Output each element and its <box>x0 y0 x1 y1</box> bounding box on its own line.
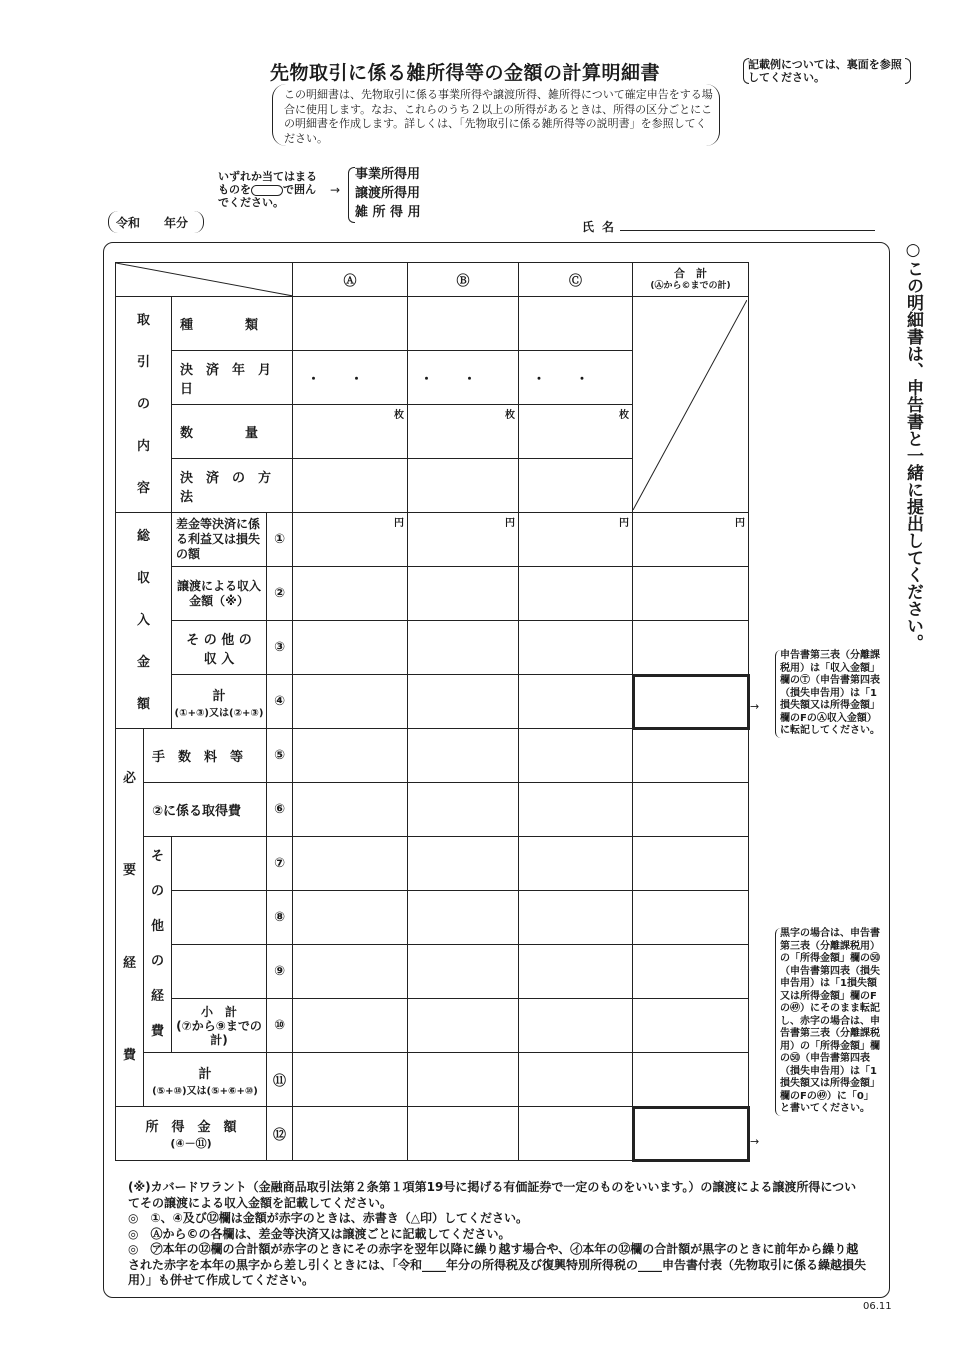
cell-kind-c[interactable] <box>519 297 633 351</box>
footer-note-4: ◎ ㋐本年の⑫欄の合計額が赤字のときにその赤字を翌年以降に繰り越す場合や、㋑本年の⑫欄の合計額が黒字のときに前年から繰り越された赤字を本年の黒字から差し引くときには、「令和____年分の所得税及び復興特別所得税の____申告書付表（先物取引に係る繰越損失用）」も併せて作成してください。 <box>128 1242 867 1287</box>
cell-7-item[interactable] <box>172 837 267 891</box>
arrow-icon: → <box>330 183 341 197</box>
choose-hint <box>218 170 318 209</box>
cell-10-b[interactable] <box>408 999 519 1053</box>
group-other-label <box>144 840 171 1050</box>
row-date-label <box>172 351 293 405</box>
cell-5-a[interactable] <box>293 729 408 783</box>
footer-notes <box>128 1180 868 1289</box>
choice-transfer[interactable]: 譲渡所得用 <box>355 186 421 201</box>
cell-1-total[interactable] <box>633 513 749 567</box>
group-label-char: 要 <box>122 863 136 879</box>
name-underline <box>620 230 875 231</box>
cell-6-b[interactable] <box>408 783 519 837</box>
cell-1-c[interactable] <box>519 513 633 567</box>
row-2-label <box>172 567 267 621</box>
cell-method-c[interactable] <box>519 459 633 513</box>
group-label-char: 取 <box>136 312 150 328</box>
cell-11-total[interactable] <box>633 1053 749 1107</box>
cell-kind-a[interactable] <box>293 297 408 351</box>
cell-6-c[interactable] <box>519 783 633 837</box>
group-expenses <box>116 729 144 1107</box>
cell-date-c[interactable]: ・・ <box>519 351 633 405</box>
row-12-text: 所 得 金 額 <box>145 1120 237 1135</box>
group-label-char: 金 <box>136 654 150 670</box>
footer-note-1: (※)カバードワラント（金融商品取引法第２条第１項第19号に掲げる有価証券で一定のものをいいます。）の譲渡による譲渡所得についてその譲渡による収入金額を記載してください。 <box>128 1180 857 1210</box>
row-10-num: ⑩ <box>267 999 293 1053</box>
cell-4-c[interactable] <box>519 675 633 729</box>
row-6-text: ②に係る取得費 <box>152 804 242 819</box>
cell-method-a[interactable] <box>293 459 408 513</box>
cell-7-a[interactable] <box>293 837 408 891</box>
group-label-char: 費 <box>122 1048 136 1064</box>
cell-8-item[interactable] <box>172 891 267 945</box>
unit-sheets: 枚 <box>505 410 515 421</box>
unit-yen: 円 <box>735 518 745 529</box>
row-2-num: ② <box>267 567 293 621</box>
row-4-num: ④ <box>267 675 293 729</box>
cell-date-a[interactable]: ・・ <box>293 351 408 405</box>
row-3-num: ③ <box>267 621 293 675</box>
cell-8-b[interactable] <box>408 891 519 945</box>
group-label-char: 必 <box>122 770 136 786</box>
row-12-label <box>116 1107 267 1161</box>
cell-7-total[interactable] <box>633 837 749 891</box>
cell-1-a[interactable] <box>293 513 408 567</box>
cell-qty-c[interactable] <box>519 405 633 459</box>
group-revenue-label <box>116 516 171 726</box>
description: この明細書は、先物取引に係る事業所得や譲渡所得、雑所得について確定申告をする場合に使用します。なお、これらのうち２以上の所得があるときは、所得の区分ごとにこの明細書を作成します。詳しくは、「先物取引に係る雑所得等の説明書」を参照してください。 <box>284 88 713 145</box>
cell-4-b[interactable] <box>408 675 519 729</box>
cell-6-a[interactable] <box>293 783 408 837</box>
cell-9-a[interactable] <box>293 945 408 999</box>
header-corner <box>116 263 293 297</box>
group-label-char: 引 <box>136 354 150 370</box>
row-5-num: ⑤ <box>267 729 293 783</box>
group-revenue <box>116 513 172 729</box>
row-method-label <box>172 459 293 513</box>
cell-10-a[interactable] <box>293 999 408 1053</box>
cell-2-a[interactable] <box>293 567 408 621</box>
cell-4-total[interactable] <box>633 675 749 729</box>
cell-12-b[interactable] <box>408 1107 519 1161</box>
row-kind-label <box>172 297 293 351</box>
choices-bracket <box>348 167 355 223</box>
row-10-sub: (⑦から⑨までの計) <box>176 1018 262 1047</box>
row-2-text: 譲渡による収入金額（※） <box>176 578 261 608</box>
cell-10-total[interactable] <box>633 999 749 1053</box>
cell-10-c[interactable] <box>519 999 633 1053</box>
cell-2-total[interactable] <box>633 567 749 621</box>
unit-yen: 円 <box>505 518 515 529</box>
col-header-b: Ⓑ <box>408 263 519 297</box>
row-method-text: 決 済 の 方 法 <box>180 470 285 505</box>
choose-hint-text-1: いずれか当てはまるものを <box>218 170 317 196</box>
footer-note-3: ◎ Ⓐから©の各欄は、差金等決済又は譲渡ごとに記載してください。 <box>128 1226 511 1241</box>
cell-qty-a[interactable] <box>293 405 408 459</box>
col-header-a: Ⓐ <box>293 263 408 297</box>
col-header-c: Ⓒ <box>519 263 633 297</box>
cell-2-c[interactable] <box>519 567 633 621</box>
group-label-char: の <box>150 884 164 899</box>
income-type-choices <box>355 165 421 222</box>
row-11-label <box>144 1053 267 1107</box>
col-header-total <box>633 263 749 297</box>
row-qty-text: 数 量 <box>180 426 259 441</box>
page-title: 先物取引に係る雑所得等の金額の計算明細書 <box>270 62 661 84</box>
cell-7-b[interactable] <box>408 837 519 891</box>
group-label-char: 費 <box>150 1024 164 1039</box>
year-label: 令和 年分 <box>116 216 189 230</box>
cell-6-total[interactable] <box>633 783 749 837</box>
note-right-1: 申告書第三表（分離課税用）は「収入金額」欄のⓉ（申告書第四表（損失申告用）は「1損失額又は所得金額」欄のFのⒶ収入金額）に転記してください。 <box>775 650 883 738</box>
row-5-text: 手 数 料 等 <box>152 750 244 765</box>
cell-9-b[interactable] <box>408 945 519 999</box>
side-instruction: ○この明細書は、申告書と一緒に提出してください。 <box>903 240 923 651</box>
cell-12-total[interactable] <box>633 1107 749 1161</box>
row-6-label <box>144 783 267 837</box>
cell-3-total[interactable] <box>633 621 749 675</box>
cell-5-c[interactable] <box>519 729 633 783</box>
cell-9-item[interactable] <box>172 945 267 999</box>
cell-11-a[interactable] <box>293 1053 408 1107</box>
unit-sheets: 枚 <box>394 410 404 421</box>
group-label-char: 他 <box>150 919 164 934</box>
reference-note: 記載例については、裏面を参照してください。 <box>748 58 906 84</box>
cell-11-c[interactable] <box>519 1053 633 1107</box>
row-1-label <box>172 513 267 567</box>
choose-hint-text-2: で囲んでください。 <box>218 183 316 209</box>
cell-7-c[interactable] <box>519 837 633 891</box>
choice-misc[interactable]: 雑 所 得 用 <box>355 205 421 220</box>
footer-note-2: ◎ ①、④及び⑫欄は金額が赤字のときは、赤書き（△印）してください。 <box>128 1211 529 1225</box>
name-label: 氏名 <box>582 220 623 234</box>
name-field[interactable] <box>625 214 870 229</box>
cell-11-b[interactable] <box>408 1053 519 1107</box>
row-12-sub: (④－⑪) <box>170 1137 212 1150</box>
cell-12-a[interactable] <box>293 1107 408 1161</box>
unit-yen: 円 <box>619 518 629 529</box>
total-disabled <box>633 297 749 513</box>
group-label-char: 総 <box>136 528 150 544</box>
group-label-char: 経 <box>150 989 164 1004</box>
group-expenses-label <box>116 733 143 1103</box>
cell-2-b[interactable] <box>408 567 519 621</box>
cell-date-b[interactable]: ・・ <box>408 351 519 405</box>
cell-8-a[interactable] <box>293 891 408 945</box>
row-3-label <box>172 621 267 675</box>
cell-method-b[interactable] <box>408 459 519 513</box>
row-6-num: ⑥ <box>267 783 293 837</box>
cell-3-a[interactable] <box>293 621 408 675</box>
corner-diagonal <box>116 263 292 296</box>
row-4-sub: (①+③)又は(②+③) <box>174 707 264 719</box>
cell-qty-b[interactable] <box>408 405 519 459</box>
group-other-expenses <box>144 837 172 1053</box>
cell-3-b[interactable] <box>408 621 519 675</box>
total-disabled-diagonal <box>633 300 747 510</box>
group-label-char: 入 <box>136 612 150 628</box>
total-sub-label: (Ⓐから©までの計) <box>650 280 731 291</box>
group-label-char: の <box>150 954 164 969</box>
cell-9-total[interactable] <box>633 945 749 999</box>
group-transaction-label <box>116 300 171 510</box>
note-right-2: 黒字の場合は、申告書第三表（分離課税用）の「所得金額」欄の㊿（申告書第四表（損失申告用）は「1損失額又は所得金額」欄のFの㊾）にそのまま転記し、赤字の場合は、申告書第三表（分離課税用）の「所得金額」欄の㊿（申告書第四表（損失申告用）は「1損失額又は所得金額」欄のFの㊾）に「0」と書いてください。 <box>775 928 883 1116</box>
calculation-table <box>115 262 749 1161</box>
unit-yen: 円 <box>394 518 404 529</box>
choice-business[interactable]: 事業所得用 <box>355 167 421 182</box>
row-11-text: 計 <box>198 1066 212 1082</box>
form-code: 06.11 <box>863 1301 892 1312</box>
row-date-text: 決 済 年 月 日 <box>180 362 285 397</box>
row-qty-label <box>172 405 293 459</box>
group-label-char: 額 <box>136 696 150 712</box>
group-label-char: 容 <box>136 480 150 496</box>
group-transaction <box>116 297 172 513</box>
row-4-label <box>172 675 267 729</box>
row-3-text: そ の 他 の 収 入 <box>186 632 252 667</box>
row-5-label <box>144 729 267 783</box>
group-label-char: そ <box>150 849 164 864</box>
cell-5-b[interactable] <box>408 729 519 783</box>
arrow-icon: → <box>750 1135 760 1148</box>
cell-8-total[interactable] <box>633 891 749 945</box>
row-7-num: ⑦ <box>267 837 293 891</box>
cell-5-total[interactable] <box>633 729 749 783</box>
row-8-num: ⑧ <box>267 891 293 945</box>
group-label-char: 収 <box>136 570 150 586</box>
group-label-char: 内 <box>136 438 150 454</box>
row-11-sub: (⑤+⑩)又は(⑤+⑥+⑩) <box>152 1085 258 1097</box>
row-11-num: ⑪ <box>267 1053 293 1107</box>
row-4-text: 計 <box>212 688 226 704</box>
row-1-num: ① <box>267 513 293 567</box>
row-kind-text: 種 類 <box>180 318 259 333</box>
group-label-char: の <box>136 396 150 412</box>
cell-kind-b[interactable] <box>408 297 519 351</box>
group-label-char: 経 <box>122 955 136 971</box>
unit-sheets: 枚 <box>619 410 629 421</box>
row-12-num: ⑫ <box>267 1107 293 1161</box>
cell-9-c[interactable] <box>519 945 633 999</box>
cell-1-b[interactable] <box>408 513 519 567</box>
cell-8-c[interactable] <box>519 891 633 945</box>
row-1-text: 差金等決済に係る利益又は損失の額 <box>176 517 261 561</box>
row-10-label <box>172 999 267 1053</box>
total-label: 合 計 <box>674 266 707 280</box>
row-10-text: 小 計 <box>200 1004 237 1019</box>
arrow-icon: → <box>750 700 760 713</box>
row-9-num: ⑨ <box>267 945 293 999</box>
cell-4-a[interactable] <box>293 675 408 729</box>
oval-icon <box>251 185 283 196</box>
cell-12-c[interactable] <box>519 1107 633 1161</box>
cell-3-c[interactable] <box>519 621 633 675</box>
